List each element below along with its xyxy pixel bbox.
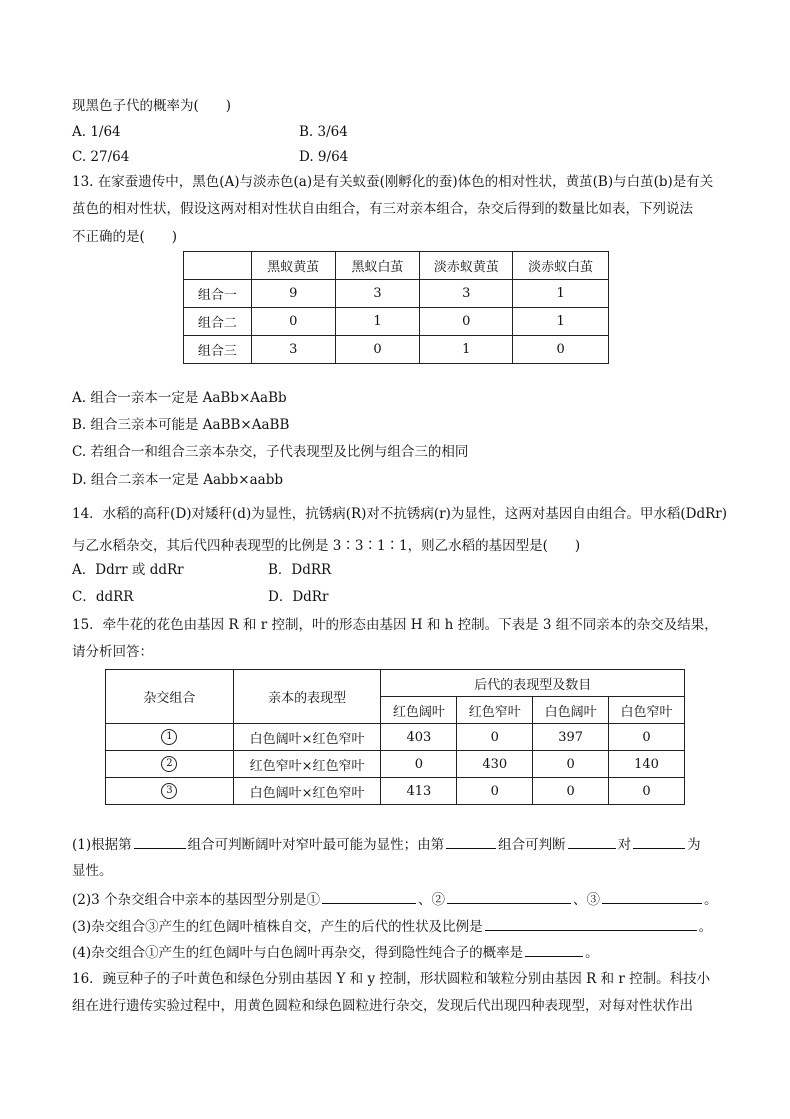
circled-number: 3 <box>161 783 177 799</box>
table-cell: 0 <box>251 308 335 336</box>
sub1-text-b: 组合可判断阔叶对窄叶最可能为显性；由第 <box>187 837 445 853</box>
q16-stem-line-2: 组在进行遗传实验过程中，用黄色圆粒和绿色圆粒进行杂交，发现后代出现四种表现型，对每对性状作出 <box>72 998 693 1014</box>
circled-number: 2 <box>161 756 177 772</box>
q13-option-c[interactable]: C. 若组合一和组合三亲本杂交，子代表现型及比例与组合三的相同 <box>72 444 469 460</box>
q14-stem-line-2: 与乙水稻杂交，其后代四种表现型的比例是 3∶3∶1∶1，则乙水稻的基因型是( ) <box>72 538 581 554</box>
sub3-text-a: (3)杂交组合③产生的红色阔叶植株自交，产生的后代的性状及比例是 <box>72 919 483 935</box>
table-row <box>184 336 609 364</box>
table-header-cell: 红色窄叶 <box>457 697 533 724</box>
table-header-cell: 白色阔叶 <box>533 697 609 724</box>
table-cell: 0 <box>457 724 533 751</box>
table-cell: 140 <box>609 751 685 778</box>
q15-sub4 <box>72 942 599 962</box>
table-cell: 1 <box>513 280 609 308</box>
q15-sub1-tail: 显性。 <box>72 863 113 879</box>
q15-sub2 <box>72 889 718 909</box>
answer-blank[interactable] <box>447 889 571 904</box>
q13-stem-line-2: 茧色的相对性状，假设这两对相对性状自由组合，有三对亲本组合，杂交后得到的数量比如表，下列说法 <box>72 201 693 217</box>
table-header-cell: 亲本的表现型 <box>233 670 381 724</box>
answer-blank[interactable] <box>446 834 496 849</box>
answer-blank[interactable] <box>485 916 697 931</box>
q15-stem-line-1: 15．牵牛花的花色由基因 R 和 r 控制，叶的形态由基因 H 和 h 控制。下表是 3 组不同亲本的杂交及结果， <box>72 617 718 633</box>
q15-stem-line-2: 请分析回答： <box>72 644 153 660</box>
q15-sub3 <box>72 916 712 936</box>
sub1-text-c: 组合可判断 <box>498 837 566 853</box>
sub2-text-d: 。 <box>704 892 718 908</box>
answer-blank[interactable] <box>568 834 616 849</box>
table-cell: 白色阔叶×红色窄叶 <box>233 724 381 751</box>
table-cell: 0 <box>513 336 609 364</box>
q14-stem-line-1: 14．水稻的高秆(D)对矮秆(d)为显性，抗锈病(R)对不抗锈病(r)为显性，这两对基因自由组合。甲水稻(DdRr) <box>72 506 728 522</box>
q13-stem-line-3: 不正确的是( ) <box>72 229 178 245</box>
sub2-text-a: (2)3 个杂交组合中亲本的基因型分别是① <box>72 892 321 908</box>
table-cell: 1 <box>513 308 609 336</box>
sub2-text-c: 、③ <box>573 892 601 908</box>
table-cell: 0 <box>381 751 457 778</box>
table-cell: 红色窄叶×红色窄叶 <box>233 751 381 778</box>
sub4-text-b: 。 <box>585 945 599 961</box>
table-cell: 1 <box>420 336 513 364</box>
q12-option-b[interactable]: B. 3/64 <box>299 124 348 140</box>
q14-option-a[interactable]: A．Ddrr 或 ddRr <box>72 562 184 578</box>
table-row <box>106 778 685 805</box>
table-row <box>184 280 609 308</box>
q12-tail: 现黑色子代的概率为( ) <box>72 98 232 114</box>
table-cell: 0 <box>533 751 609 778</box>
table-cell: 0 <box>609 724 685 751</box>
sub2-text-b: 、② <box>418 892 446 908</box>
sub3-text-b: 。 <box>698 919 713 935</box>
answer-blank[interactable] <box>633 834 685 849</box>
table-header-cell: 黑蚁黄茧 <box>251 252 335 280</box>
q14-option-c[interactable]: C．ddRR <box>72 589 134 605</box>
table-header-cell: 淡赤蚁黄茧 <box>420 252 513 280</box>
q14-option-b[interactable]: B．DdRR <box>268 562 332 578</box>
table-cell: 0 <box>335 336 420 364</box>
table-row <box>106 670 685 697</box>
table-cell <box>106 751 234 778</box>
table-header-cell: 黑蚁白茧 <box>335 252 420 280</box>
table-header-cell: 白色窄叶 <box>609 697 685 724</box>
table-row <box>184 308 609 336</box>
table-header-cell: 后代的表现型及数目 <box>381 670 685 697</box>
table-cell: 0 <box>533 778 609 805</box>
q15-table <box>105 669 685 805</box>
sub1-text-a: (1)根据第 <box>72 837 132 853</box>
table-cell: 413 <box>381 778 457 805</box>
q14-option-d[interactable]: D．DdRr <box>268 589 329 605</box>
table-cell: 3 <box>420 280 513 308</box>
table-header-cell: 淡赤蚁白茧 <box>513 252 609 280</box>
table-header-cell: 红色阔叶 <box>381 697 457 724</box>
table-cell: 0 <box>609 778 685 805</box>
sub4-text-a: (4)杂交组合①产生的红色阔叶与白色阔叶再杂交，得到隐性纯合子的概率是 <box>72 945 524 961</box>
table-cell: 403 <box>381 724 457 751</box>
q12-option-a[interactable]: A. 1/64 <box>72 124 121 140</box>
answer-blank[interactable] <box>134 834 186 849</box>
table-row <box>106 724 685 751</box>
table-cell: 0 <box>420 308 513 336</box>
table-cell: 397 <box>533 724 609 751</box>
table-cell: 1 <box>335 308 420 336</box>
q13-option-d[interactable]: D. 组合二亲本一定是 Aabb×aabb <box>72 472 283 488</box>
sub1-text-e: 为 <box>687 837 701 853</box>
table-row <box>184 252 609 280</box>
table-cell: 430 <box>457 751 533 778</box>
table-cell: 3 <box>251 336 335 364</box>
table-cell <box>106 778 234 805</box>
answer-blank[interactable] <box>322 889 416 904</box>
table-cell <box>106 724 234 751</box>
table-cell: 白色阔叶×红色窄叶 <box>233 778 381 805</box>
table-cell: 9 <box>251 280 335 308</box>
table-cell <box>184 252 252 280</box>
table-row-label: 组合二 <box>184 308 252 336</box>
q13-table <box>183 251 609 364</box>
q15-sub1 <box>72 834 701 854</box>
q12-option-d[interactable]: D. 9/64 <box>299 149 349 165</box>
circled-number: 1 <box>161 729 177 745</box>
table-row <box>106 751 685 778</box>
table-row-label: 组合一 <box>184 280 252 308</box>
q13-option-a[interactable]: A. 组合一亲本一定是 AaBb×AaBb <box>72 390 287 406</box>
answer-blank[interactable] <box>602 889 702 904</box>
q13-stem-line-1: 13. 在家蚕遗传中，黑色(A)与淡赤色(a)是有关蚁蚕(刚孵化的蚕)体色的相对性状，黄茧(B)与白茧(b)是有关 <box>72 174 714 190</box>
q13-option-b[interactable]: B. 组合三亲本可能是 AaBB×AaBB <box>72 417 290 433</box>
table-cell: 3 <box>335 280 420 308</box>
answer-blank[interactable] <box>525 942 583 957</box>
table-header-cell: 杂交组合 <box>106 670 234 724</box>
q12-option-c[interactable]: C. 27/64 <box>72 149 130 165</box>
table-cell: 0 <box>457 778 533 805</box>
q16-stem-line-1: 16．豌豆种子的子叶黄色和绿色分别由基因 Y 和 y 控制，形状圆粒和皱粒分别由基因 R 和 r 控制。科技小 <box>72 971 711 987</box>
sub1-text-d: 对 <box>617 837 632 853</box>
table-row-label: 组合三 <box>184 336 252 364</box>
